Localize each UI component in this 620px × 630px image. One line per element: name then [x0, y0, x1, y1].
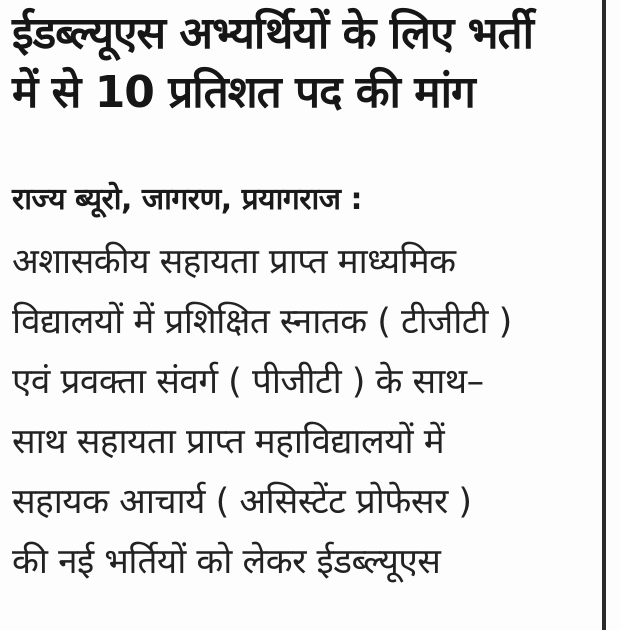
- body-line: की नई भर्तियों को लेकर ईडब्ल्यूएस: [12, 542, 441, 582]
- body-line: विद्यालयों में प्रशिक्षित स्नातक ( टीजीटी ): [12, 302, 512, 342]
- body-line: सहायक आचार्य ( असिस्टेंट प्रोफेसर ): [12, 482, 472, 522]
- article-headline: [12, 4, 602, 122]
- column-rule: [602, 0, 606, 630]
- body-line: अशासकीय सहायता प्राप्त माध्यमिक: [12, 242, 456, 282]
- article-byline: राज्य ब्यूरो, जागरण, प्रयागराज :: [12, 182, 362, 217]
- article-body: [12, 232, 597, 592]
- body-line: साथ सहायता प्राप्त महाविद्यालयों में: [12, 422, 445, 462]
- body-line: एवं प्रवक्ता संवर्ग ( पीजीटी ) के साथ–: [12, 362, 484, 402]
- headline-line-2: में से 10 प्रतिशत पद की मांग: [12, 67, 475, 118]
- headline-line-1: ईडब्ल्यूएस अभ्यर्थियों के लिए भर्ती: [12, 8, 534, 59]
